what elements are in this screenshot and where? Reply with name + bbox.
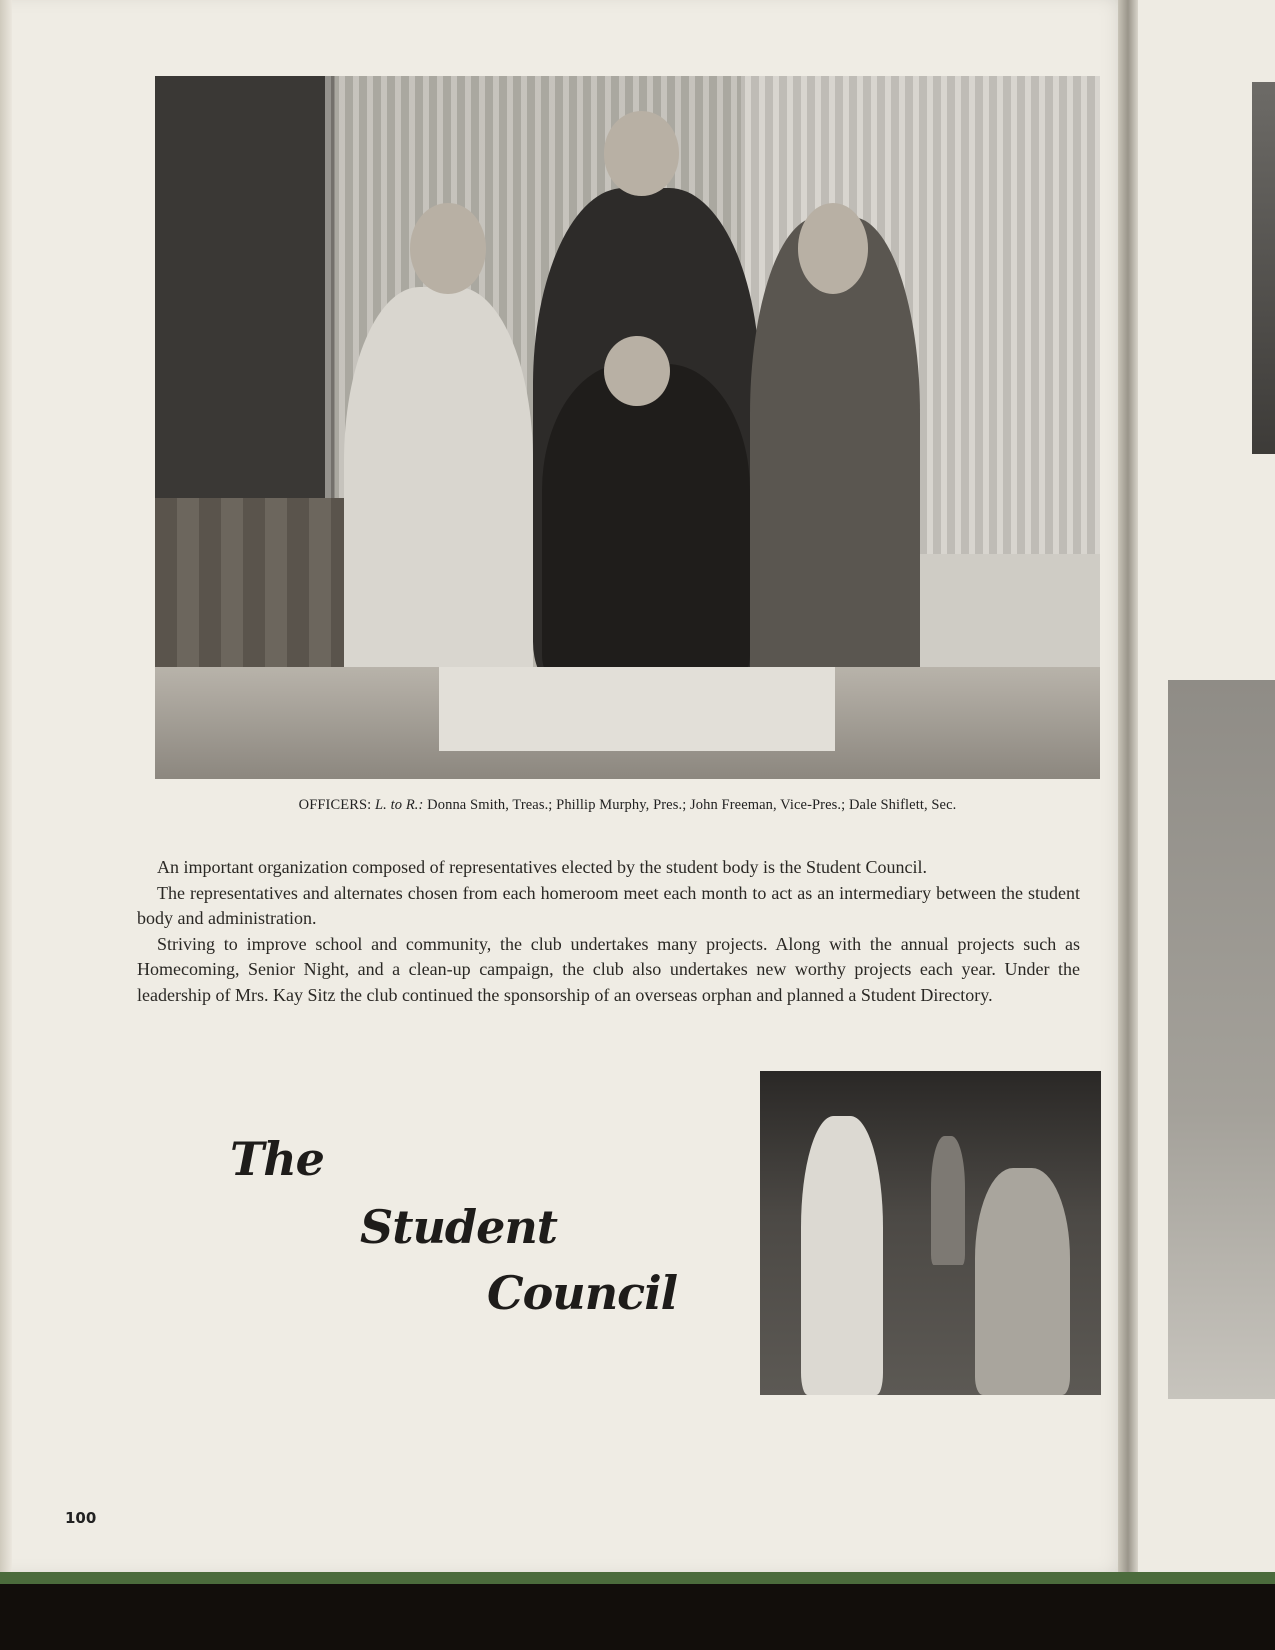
caption-label: OFFICERS: [298, 797, 372, 813]
article-body [137, 855, 1080, 1008]
paragraph: The representatives and alternates chosen from each homeroom meet each month to act as an intermediary between the student body and administration. [137, 882, 1080, 928]
facing-page-photo [1252, 82, 1275, 454]
person-silhouette [975, 1168, 1070, 1395]
caption-names: Donna Smith, Treas.; Phillip Murphy, Pres.; John Freeman, Vice-Pres.; Dale Shiflett, Sec. [427, 797, 957, 813]
background-shadow [0, 1584, 1275, 1650]
caption-order: L. to R.: [375, 797, 424, 813]
page-edge [0, 0, 12, 1572]
paragraph: An important organization composed of representatives elected by the student body is the Student Council. [157, 857, 927, 877]
paragraph: Striving to improve school and community, the club undertakes many projects. Along with the annual projects such as Homecoming, Senior Night, and a clean-up campaign, the club also undertakes new worthy projects each year. Under the leadership of Mrs. Kay Sitz the club continued the sponsorship of an overseas orphan and planned a Student Directory. [137, 933, 1080, 1005]
person-head [604, 336, 670, 406]
desk-papers [439, 667, 836, 751]
page-gutter [1118, 0, 1138, 1572]
person-silhouette [344, 287, 533, 723]
person-silhouette [931, 1136, 965, 1266]
title-word-student: Student [360, 1200, 558, 1254]
person-silhouette [542, 364, 750, 680]
title-word-council: Council [487, 1266, 678, 1320]
hallway-photo [760, 1071, 1101, 1395]
person-silhouette [801, 1116, 883, 1395]
facing-page-photo [1168, 680, 1275, 1399]
book-cover-edge [0, 1572, 1275, 1584]
person-head [604, 111, 680, 195]
officers-photo [155, 76, 1100, 779]
page-number: 100 [65, 1509, 97, 1527]
title-word-the: The [230, 1132, 324, 1186]
photo-caption [155, 797, 1100, 814]
person-head [798, 203, 869, 294]
person-head [410, 203, 486, 294]
